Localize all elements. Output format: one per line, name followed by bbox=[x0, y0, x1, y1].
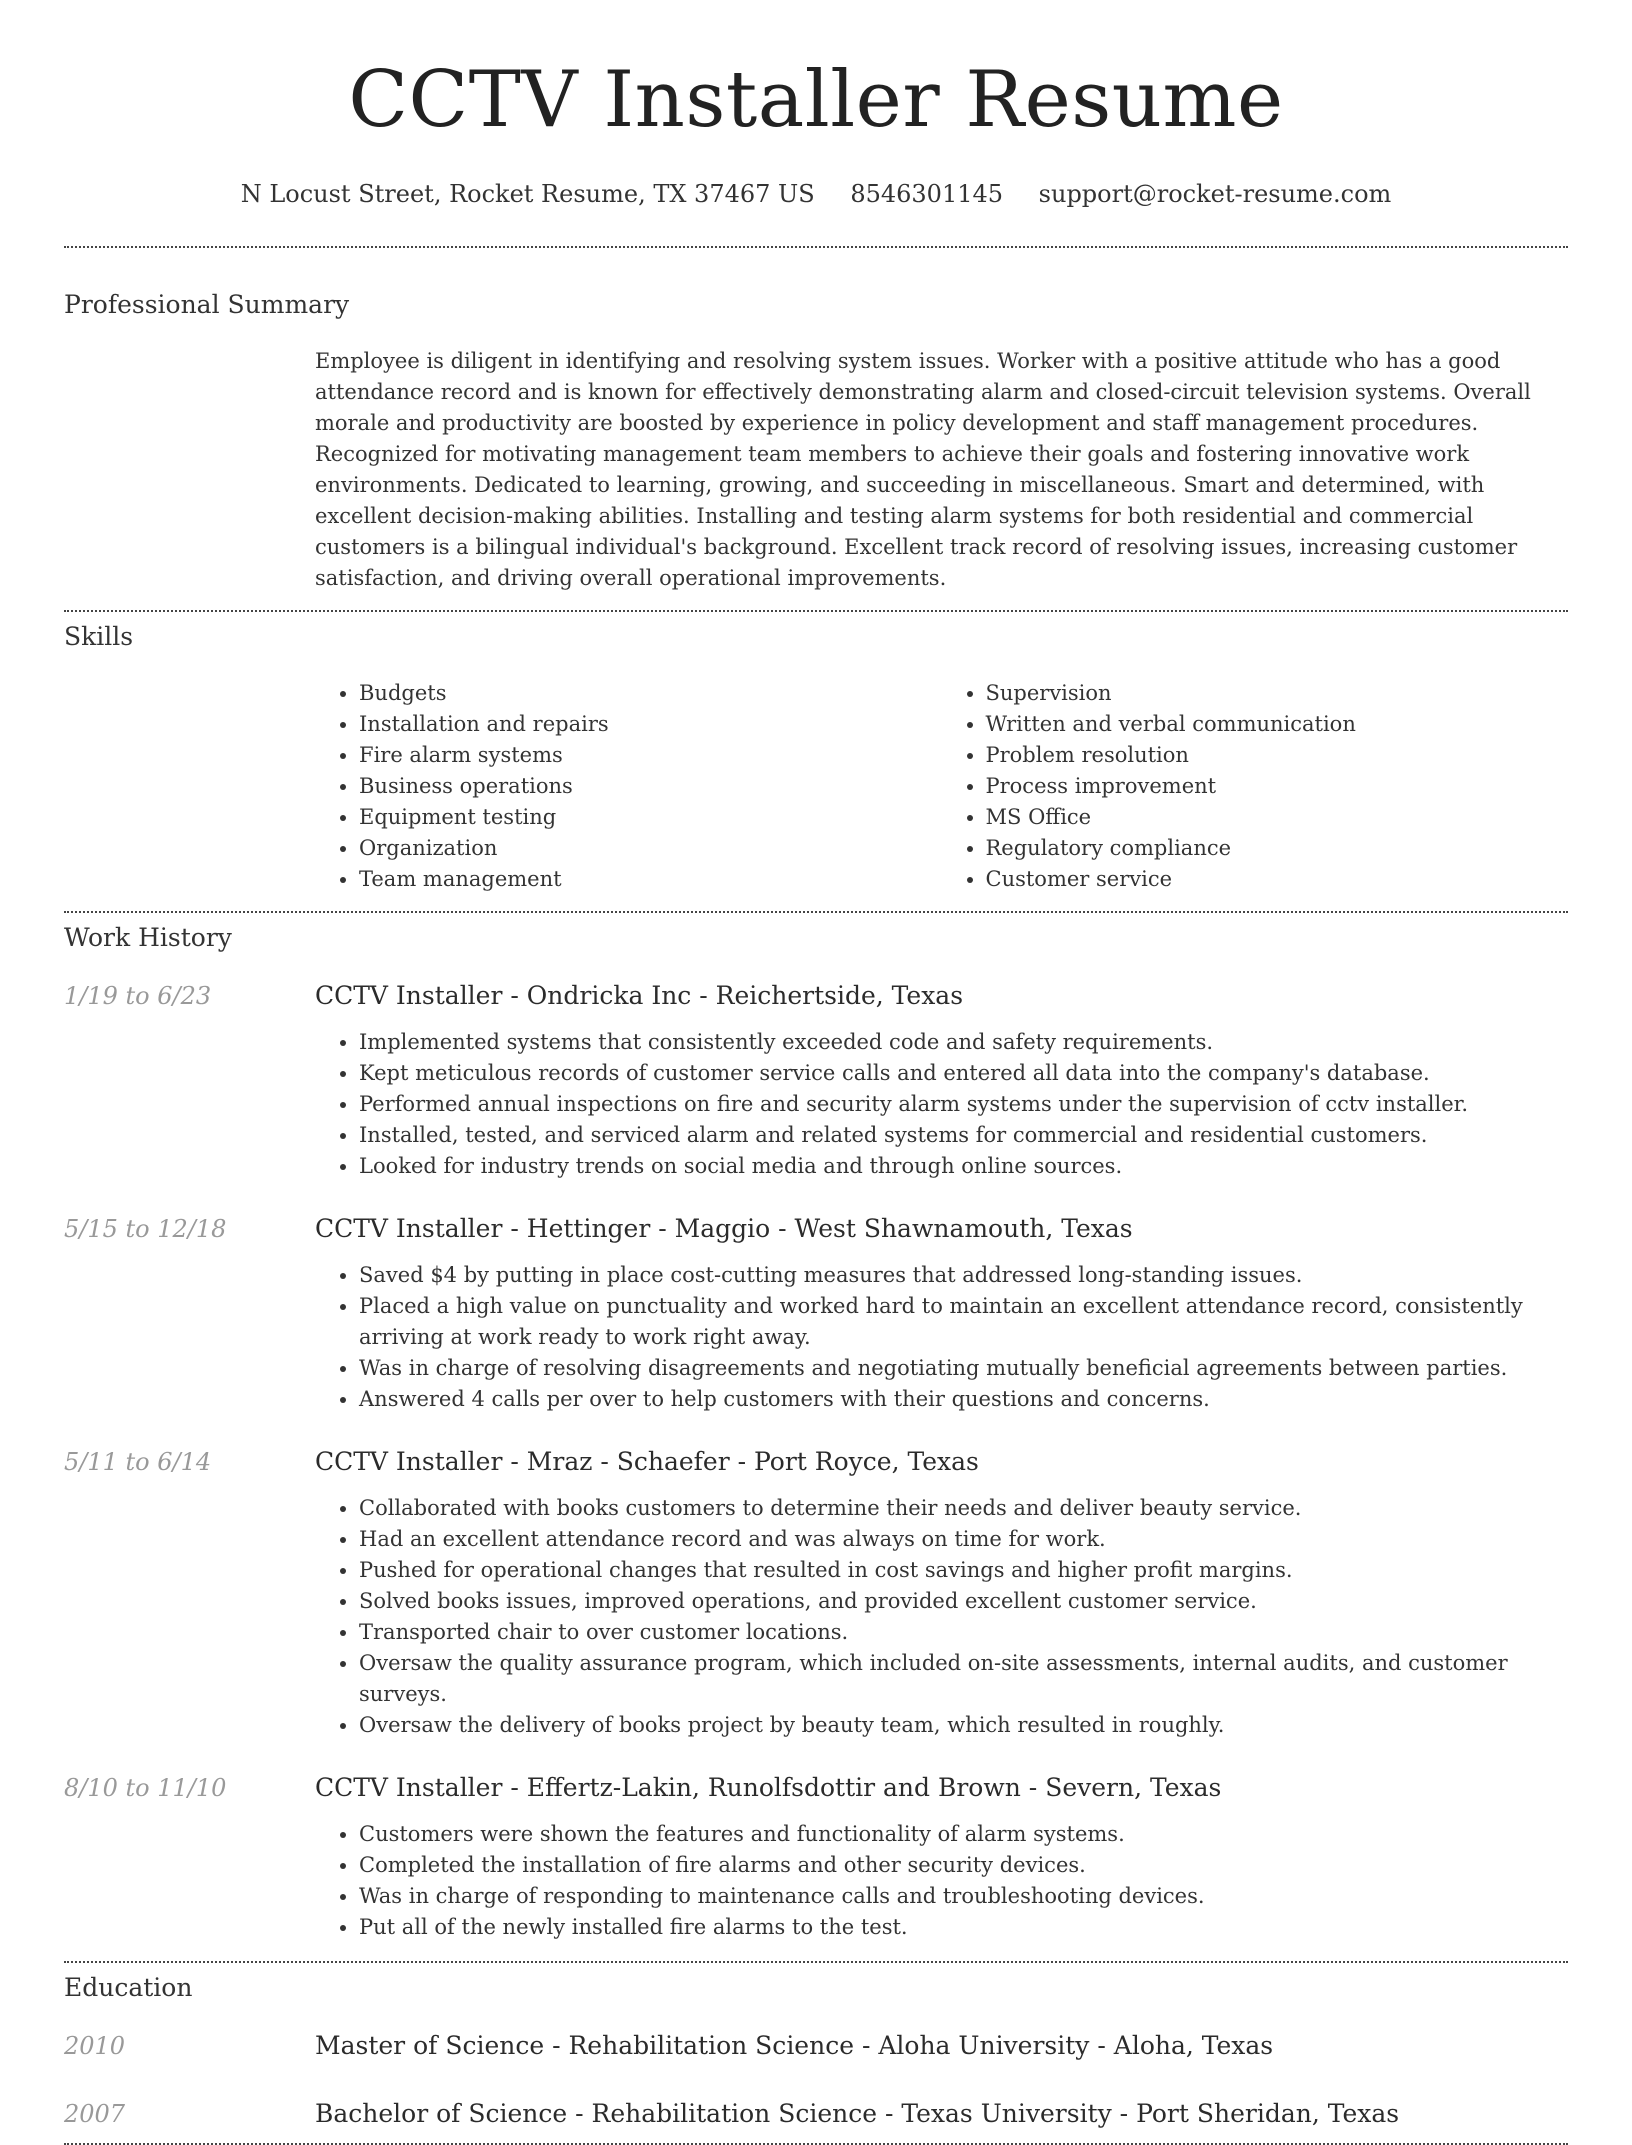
job-bullets bbox=[315, 1819, 1568, 1943]
job-dates: 1/19 to 6/23 bbox=[64, 982, 212, 1010]
job-bullet: • Saved $4 by putting in place cost-cutting measures that addressed long-standing issues. bbox=[359, 1260, 1568, 1291]
skill-item: • Team management bbox=[359, 864, 942, 895]
job-header bbox=[64, 1445, 1568, 1479]
job-bullet: • Placed a high value on punctuality and worked hard to maintain an excellent attendance record, consistently arriving at work ready to work right away. bbox=[359, 1291, 1568, 1353]
job-entry bbox=[64, 1445, 1568, 1741]
education-entry bbox=[64, 2097, 1568, 2131]
contact-address: N Locust Street, Rocket Resume, TX 37467 US bbox=[240, 180, 815, 208]
education-entry bbox=[64, 2029, 1568, 2063]
job-bullets bbox=[315, 1027, 1568, 1182]
job-bullet: • Oversaw the delivery of books project by beauty team, which resulted in roughly. bbox=[359, 1710, 1568, 1741]
divider bbox=[64, 1961, 1568, 1963]
education-year: 2010 bbox=[64, 2032, 126, 2060]
job-bullets bbox=[315, 1260, 1568, 1415]
job-bullet: • Completed the installation of fire alarms and other security devices. bbox=[359, 1850, 1568, 1881]
job-bullet: • Put all of the newly installed fire alarms to the test. bbox=[359, 1912, 1568, 1943]
job-bullet: • Oversaw the quality assurance program, which included on-site assessments, internal audits, and customer surveys. bbox=[359, 1648, 1568, 1710]
education-degree: Master of Science - Rehabilitation Science - Aloha University - Aloha, Texas bbox=[315, 2031, 1274, 2060]
skill-item: • Supervision bbox=[986, 678, 1569, 709]
skill-item: • Fire alarm systems bbox=[359, 740, 942, 771]
job-bullet: • Customers were shown the features and functionality of alarm systems. bbox=[359, 1819, 1568, 1850]
education-year: 2007 bbox=[64, 2100, 126, 2128]
job-bullet: • Looked for industry trends on social media and through online sources. bbox=[359, 1151, 1568, 1182]
divider bbox=[64, 911, 1568, 913]
summary-block bbox=[315, 346, 1568, 594]
job-heading: CCTV Installer - Ondricka Inc - Reichertside, Texas bbox=[315, 981, 964, 1010]
section-title-skills: Skills bbox=[64, 622, 134, 651]
skills-list-left bbox=[315, 678, 942, 895]
section-title-work: Work History bbox=[64, 923, 232, 952]
job-bullet: • Solved books issues, improved operations, and provided excellent customer service. bbox=[359, 1586, 1568, 1617]
job-header bbox=[64, 1771, 1568, 1805]
job-entry bbox=[64, 1212, 1568, 1415]
skill-item: • Business operations bbox=[359, 771, 942, 802]
job-bullet: • Had an excellent attendance record and was always on time for work. bbox=[359, 1524, 1568, 1555]
skill-item: • Budgets bbox=[359, 678, 942, 709]
job-entry bbox=[64, 979, 1568, 1182]
divider bbox=[64, 246, 1568, 248]
skill-item: • Problem resolution bbox=[986, 740, 1569, 771]
section-title-summary: Professional Summary bbox=[64, 290, 350, 319]
skill-item: • Process improvement bbox=[986, 771, 1569, 802]
job-bullet: • Transported chair to over customer locations. bbox=[359, 1617, 1568, 1648]
contact-email: support@rocket-resume.com bbox=[1038, 180, 1392, 208]
job-dates: 8/10 to 11/10 bbox=[64, 1774, 227, 1802]
skill-item: • Written and verbal communication bbox=[986, 709, 1569, 740]
resume-title: CCTV Installer Resume bbox=[348, 55, 1284, 145]
skill-item: • Equipment testing bbox=[359, 802, 942, 833]
job-heading: CCTV Installer - Effertz-Lakin, Runolfsdottir and Brown - Severn, Texas bbox=[315, 1773, 1222, 1802]
divider bbox=[64, 610, 1568, 612]
skills-grid bbox=[315, 678, 1568, 895]
job-bullet: • Collaborated with books customers to determine their needs and deliver beauty service. bbox=[359, 1493, 1568, 1524]
job-bullet: • Was in charge of responding to maintenance calls and troubleshooting devices. bbox=[359, 1881, 1568, 1912]
section-title-education: Education bbox=[64, 1973, 193, 2002]
job-bullet: • Answered 4 calls per over to help customers with their questions and concerns. bbox=[359, 1384, 1568, 1415]
skill-item: • MS Office bbox=[986, 802, 1569, 833]
resume-page bbox=[64, 0, 1568, 2145]
skill-item: • Organization bbox=[359, 833, 942, 864]
education-degree: Bachelor of Science - Rehabilitation Science - Texas University - Port Sheridan, Texas bbox=[315, 2099, 1400, 2128]
job-header bbox=[64, 979, 1568, 1013]
job-heading: CCTV Installer - Mraz - Schaefer - Port Royce, Texas bbox=[315, 1447, 979, 1476]
job-bullet: • Pushed for operational changes that resulted in cost savings and higher profit margins. bbox=[359, 1555, 1568, 1586]
job-dates: 5/15 to 12/18 bbox=[64, 1215, 227, 1243]
job-bullet: • Performed annual inspections on fire and security alarm systems under the supervision of cctv installer. bbox=[359, 1089, 1568, 1120]
skill-item: • Regulatory compliance bbox=[986, 833, 1569, 864]
contact-phone: 8546301145 bbox=[850, 180, 1004, 208]
skill-item: • Customer service bbox=[986, 864, 1569, 895]
job-entry bbox=[64, 1771, 1568, 1943]
job-bullets bbox=[315, 1493, 1568, 1741]
job-bullet: • Implemented systems that consistently exceeded code and safety requirements. bbox=[359, 1027, 1568, 1058]
skill-item: • Installation and repairs bbox=[359, 709, 942, 740]
contact-line bbox=[64, 178, 1568, 210]
job-bullet: • Kept meticulous records of customer service calls and entered all data into the company's database. bbox=[359, 1058, 1568, 1089]
skills-list-right bbox=[942, 678, 1569, 895]
summary-text: Employee is diligent in identifying and resolving system issues. Worker with a positive attitude who has a good attendance record and is known for effectively demonstrating alarm and closed-circuit television systems. Overall morale and productivity are boosted by experience in policy development and staff management procedures. Recognized for motivating management team members to achieve their goals and fostering innovative work environments. Dedicated to learning, growing, and succeeding in miscellaneous. Smart and determined, with excellent decision-making abilities. Installing and testing alarm systems for both residential and commercial customers is a bilingual individual's background. Excellent track record of resolving issues, increasing customer satisfaction, and driving overall operational improvements. bbox=[315, 349, 1531, 590]
job-heading: CCTV Installer - Hettinger - Maggio - West Shawnamouth, Texas bbox=[315, 1214, 1133, 1243]
job-header bbox=[64, 1212, 1568, 1246]
job-bullet: • Installed, tested, and serviced alarm and related systems for commercial and residential customers. bbox=[359, 1120, 1568, 1151]
job-dates: 5/11 to 6/14 bbox=[64, 1448, 212, 1476]
job-bullet: • Was in charge of resolving disagreements and negotiating mutually beneficial agreements between parties. bbox=[359, 1353, 1568, 1384]
